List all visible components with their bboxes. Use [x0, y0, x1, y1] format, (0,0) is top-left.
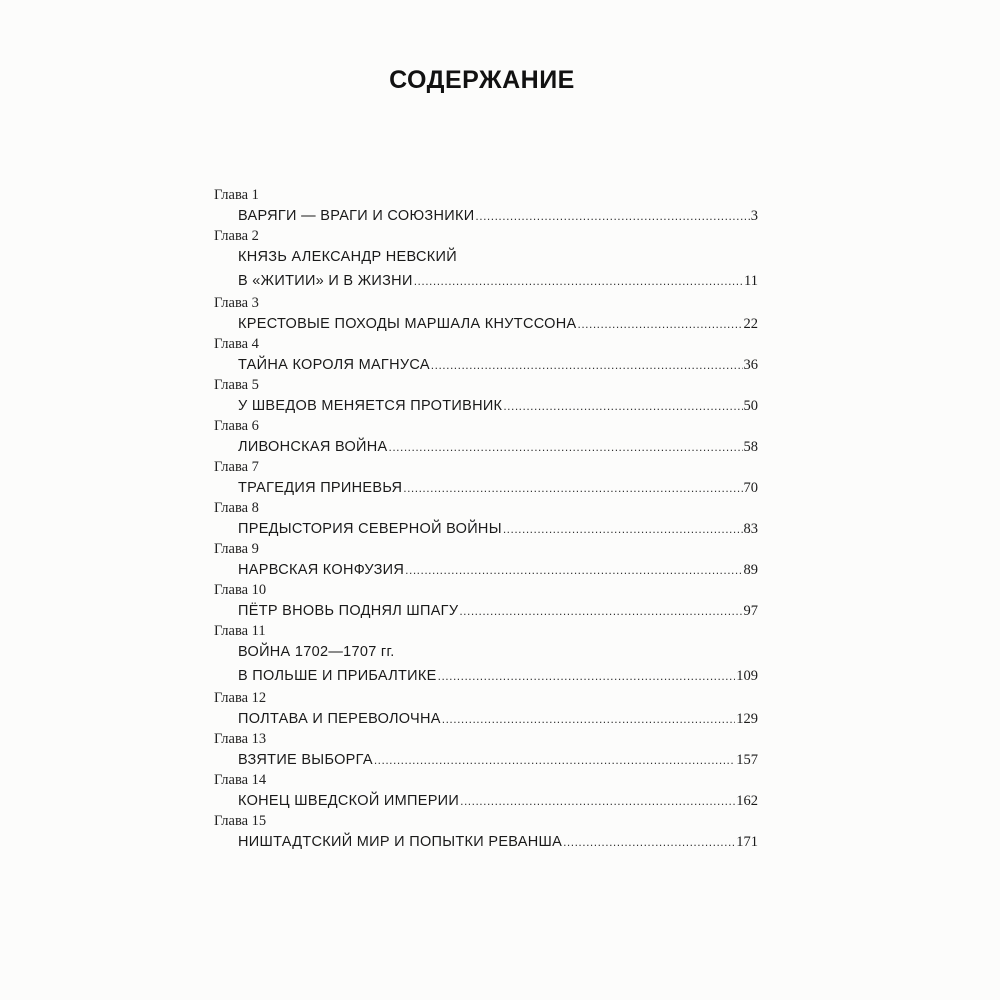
page-number: 89 — [743, 562, 758, 578]
toc-entry — [214, 771, 758, 812]
dot-leader — [563, 831, 735, 853]
dot-leader — [578, 313, 743, 335]
chapter-label: Глава 8 — [214, 500, 259, 516]
chapter-label: Глава 2 — [214, 228, 259, 244]
chapter-title-line — [214, 518, 758, 540]
chapter-title: ВОЙНА 1702—1707 гг. — [238, 644, 395, 660]
toc-entry — [214, 622, 758, 689]
chapter-label: Глава 7 — [214, 459, 259, 475]
chapter-title: КНЯЗЬ АЛЕКСАНДР НЕВСКИЙ — [238, 249, 457, 265]
page-number: 162 — [736, 793, 758, 809]
chapter-title: ТАЙНА КОРОЛЯ МАГНУСА — [238, 357, 430, 373]
chapter-title-line — [214, 313, 758, 335]
dot-leader — [460, 790, 735, 812]
page-number: 157 — [736, 752, 758, 768]
toc-entry — [214, 730, 758, 771]
dot-leader — [374, 749, 735, 771]
page-number: 22 — [743, 316, 758, 332]
chapter-title-line — [214, 790, 758, 812]
dot-leader — [475, 205, 749, 227]
chapter-title-line — [214, 477, 758, 499]
chapter-title-line — [214, 205, 758, 227]
page-number: 129 — [736, 711, 758, 727]
page-number: 83 — [743, 521, 758, 537]
chapter-title-line — [214, 246, 758, 268]
chapter-label: Глава 4 — [214, 336, 259, 352]
dot-leader — [403, 477, 742, 499]
chapter-label: Глава 11 — [214, 623, 266, 639]
page-number: 3 — [750, 208, 758, 224]
page-number: 70 — [743, 480, 758, 496]
chapter-label: Глава 12 — [214, 690, 267, 706]
chapter-label: Глава 13 — [214, 731, 267, 747]
chapter-label: Глава 9 — [214, 541, 259, 557]
chapter-label: Глава 14 — [214, 772, 267, 788]
dot-leader — [503, 518, 743, 540]
page-number: 58 — [743, 439, 758, 455]
page-number: 50 — [743, 398, 758, 414]
dot-leader — [405, 559, 742, 581]
toc-entry — [214, 458, 758, 499]
chapter-title: У ШВЕДОВ МЕНЯЕТСЯ ПРОТИВНИК — [238, 398, 503, 414]
chapter-title-line — [214, 395, 758, 417]
chapter-title: ТРАГЕДИЯ ПРИНЕВЬЯ — [238, 480, 403, 496]
chapter-title: КОНЕЦ ШВЕДСКОЙ ИМПЕРИИ — [238, 793, 460, 809]
dot-leader — [414, 268, 743, 294]
chapter-title: НАРВСКАЯ КОНФУЗИЯ — [238, 562, 405, 578]
chapter-title: ПЁТР ВНОВЬ ПОДНЯЛ ШПАГУ — [238, 603, 459, 619]
chapter-label: Глава 6 — [214, 418, 259, 434]
page-title: СОДЕРЖАНИЕ — [389, 66, 575, 94]
chapter-label: Глава 15 — [214, 813, 267, 829]
chapter-title: ВАРЯГИ — ВРАГИ И СОЮЗНИКИ — [238, 208, 475, 224]
chapter-title: НИШТАДТСКИЙ МИР И ПОПЫТКИ РЕВАНША — [238, 834, 563, 850]
toc-entry — [214, 812, 758, 853]
chapter-title-line — [214, 749, 758, 771]
toc-entry — [214, 689, 758, 730]
page-number: 109 — [736, 668, 758, 684]
chapter-title-line — [214, 641, 758, 663]
chapter-title: В «ЖИТИИ» И В ЖИЗНИ — [238, 273, 413, 289]
chapter-title-line — [214, 436, 758, 458]
page-number: 11 — [744, 273, 758, 289]
chapter-title-line — [214, 268, 758, 294]
chapter-title-line — [214, 354, 758, 376]
toc-entry — [214, 417, 758, 458]
toc-entry — [214, 499, 758, 540]
chapter-label: Глава 5 — [214, 377, 259, 393]
page-number: 97 — [743, 603, 758, 619]
toc-entry — [214, 581, 758, 622]
chapter-label: Глава 10 — [214, 582, 267, 598]
toc-entry — [214, 335, 758, 376]
chapter-title: ВЗЯТИЕ ВЫБОРГА — [238, 752, 373, 768]
chapter-title-line — [214, 831, 758, 853]
chapter-label: Глава 1 — [214, 187, 259, 203]
chapter-title: ЛИВОНСКАЯ ВОЙНА — [238, 439, 388, 455]
chapter-title-line — [214, 663, 758, 689]
toc-entry — [214, 540, 758, 581]
page-number: 36 — [743, 357, 758, 373]
toc-entry — [214, 227, 758, 294]
dot-leader — [442, 708, 735, 730]
dot-leader — [389, 436, 743, 458]
chapter-title: ПОЛТАВА И ПЕРЕВОЛОЧНА — [238, 711, 441, 727]
dot-leader — [503, 395, 742, 417]
table-of-contents — [214, 186, 758, 853]
toc-entry — [214, 294, 758, 335]
chapter-title-line — [214, 559, 758, 581]
chapter-label: Глава 3 — [214, 295, 259, 311]
chapter-title-line — [214, 600, 758, 622]
dot-leader — [438, 663, 736, 689]
toc-entry — [214, 186, 758, 227]
chapter-title: ПРЕДЫСТОРИЯ СЕВЕРНОЙ ВОЙНЫ — [238, 521, 502, 537]
chapter-title: КРЕСТОВЫЕ ПОХОДЫ МАРШАЛА КНУТССОНА — [238, 316, 577, 332]
toc-entry — [214, 376, 758, 417]
chapter-title-line — [214, 708, 758, 730]
dot-leader — [431, 354, 743, 376]
page-number: 171 — [736, 834, 758, 850]
chapter-title: В ПОЛЬШЕ И ПРИБАЛТИКЕ — [238, 668, 437, 684]
dot-leader — [459, 600, 742, 622]
